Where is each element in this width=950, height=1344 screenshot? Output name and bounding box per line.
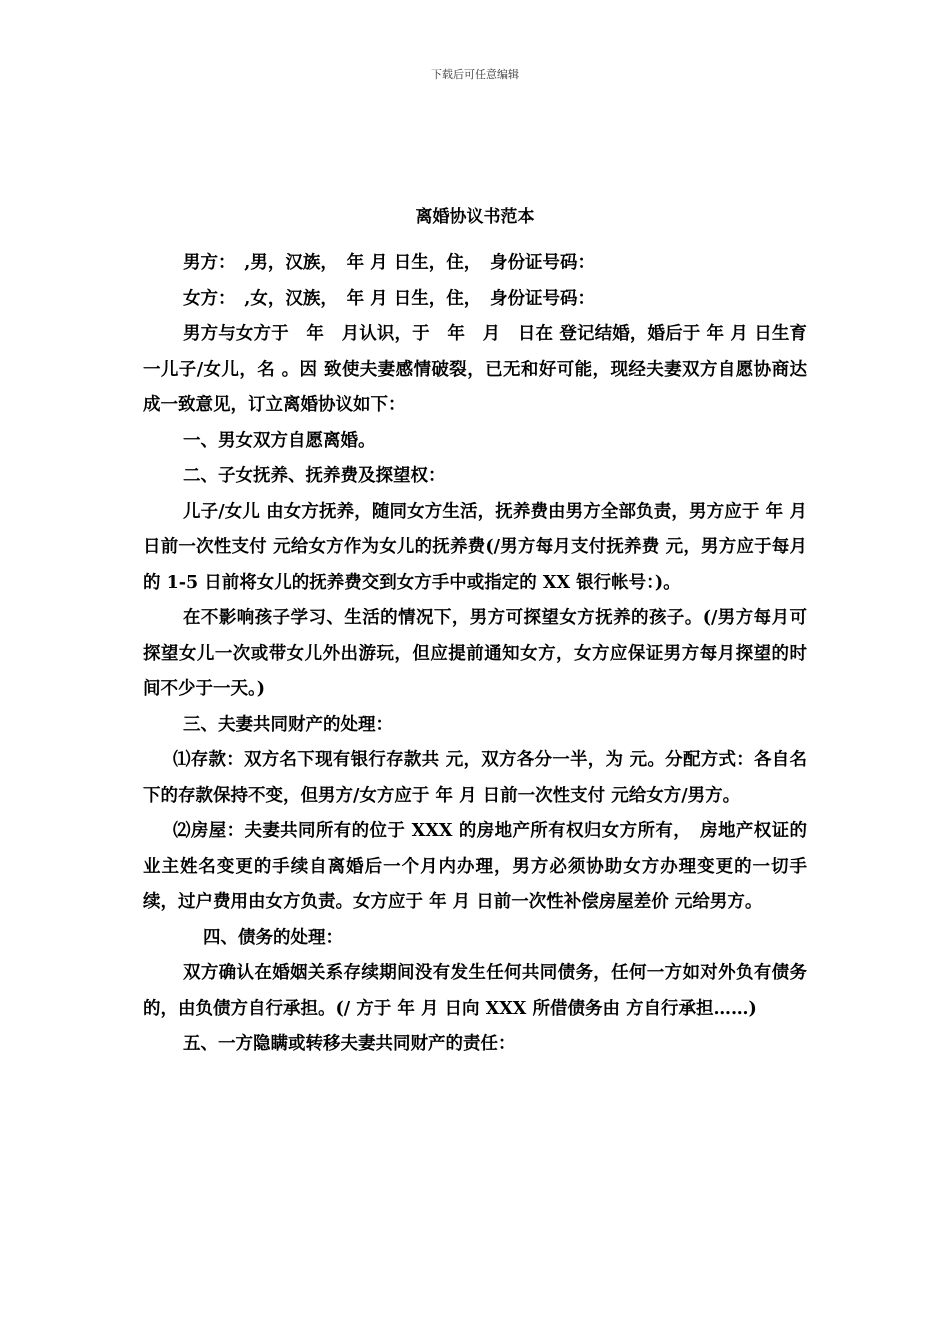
document-body (143, 246, 807, 1063)
paragraph-debts: 双方确认在婚姻关系存续期间没有发生任何共同债务，任何一方如对外负有债务的，由负债方自行承担。(/ 方于 年 月 日向 XXX 所借债务由 方自行承担……) (143, 963, 807, 1019)
paragraph-section-three-heading: 三、夫妻共同财产的处理： (183, 714, 393, 735)
paragraph-deposits: ⑴存款：双方名下现有银行存款共 元，双方各分一半，为 元。分配方式：各自名下的存款保持不变，但男方/女方应于 年 月 日前一次性支付 元给女方/男方。 (143, 750, 807, 806)
header-note: 下载后可任意编辑 (431, 68, 519, 81)
paragraph-marriage-background: 男方与女方于 年 月认识，于 年 月 日在 登记结婚，婚后于 年 月 日生育一儿子/女儿，名 。因 致使夫妻感情破裂，已无和好可能，现经夫妻双方自愿协商达成一致意见，订立离婚协议如下： (143, 324, 807, 415)
paragraph-section-one: 一、男女双方自愿离婚。 (183, 430, 376, 451)
paragraph-section-four-heading: 四、债务的处理： (203, 927, 343, 948)
paragraph-husband-info: 男方： ,男，汉族， 年 月 日生，住， 身份证号码： (183, 253, 596, 273)
paragraph-wife-info: 女方： ,女，汉族， 年 月 日生，住， 身份证号码： (183, 288, 596, 309)
paragraph-child-support: 儿子/女儿 由女方抚养，随同女方生活，抚养费由男方全部负责，男方应于 年 月 日前一次性支付 元给女方作为女儿的抚养费(/男方每月支付抚养费 元，男方应于每月的 1-5 日前将女儿的抚养费交到女方手中或指定的 XX 银行帐号：)。 (143, 501, 807, 593)
document-title: 离婚协议书范本 (415, 207, 535, 227)
paragraph-visitation: 在不影响孩子学习、生活的情况下，男方可探望女方抚养的孩子。(/男方每月可探望女儿一次或带女儿外出游玩，但应提前通知女方，女方应保证男方每月探望的时间不少于一天。) (143, 608, 807, 699)
paragraph-section-five-heading: 五、一方隐瞒或转移夫妻共同财产的责任： (183, 1034, 516, 1054)
paragraph-house: ⑵房屋：夫妻共同所有的位于 XXX 的房地产所有权归女方所有， 房地产权证的业主姓名变更的手续自离婚后一个月内办理，男方必须协助女方办理变更的一切手续，过户费用由女方负责。女方应于 年 月 日前一次性补偿房屋差价 元给男方。 (143, 821, 807, 912)
paragraph-section-two-heading: 二、子女抚养、抚养费及探望权： (183, 466, 446, 486)
